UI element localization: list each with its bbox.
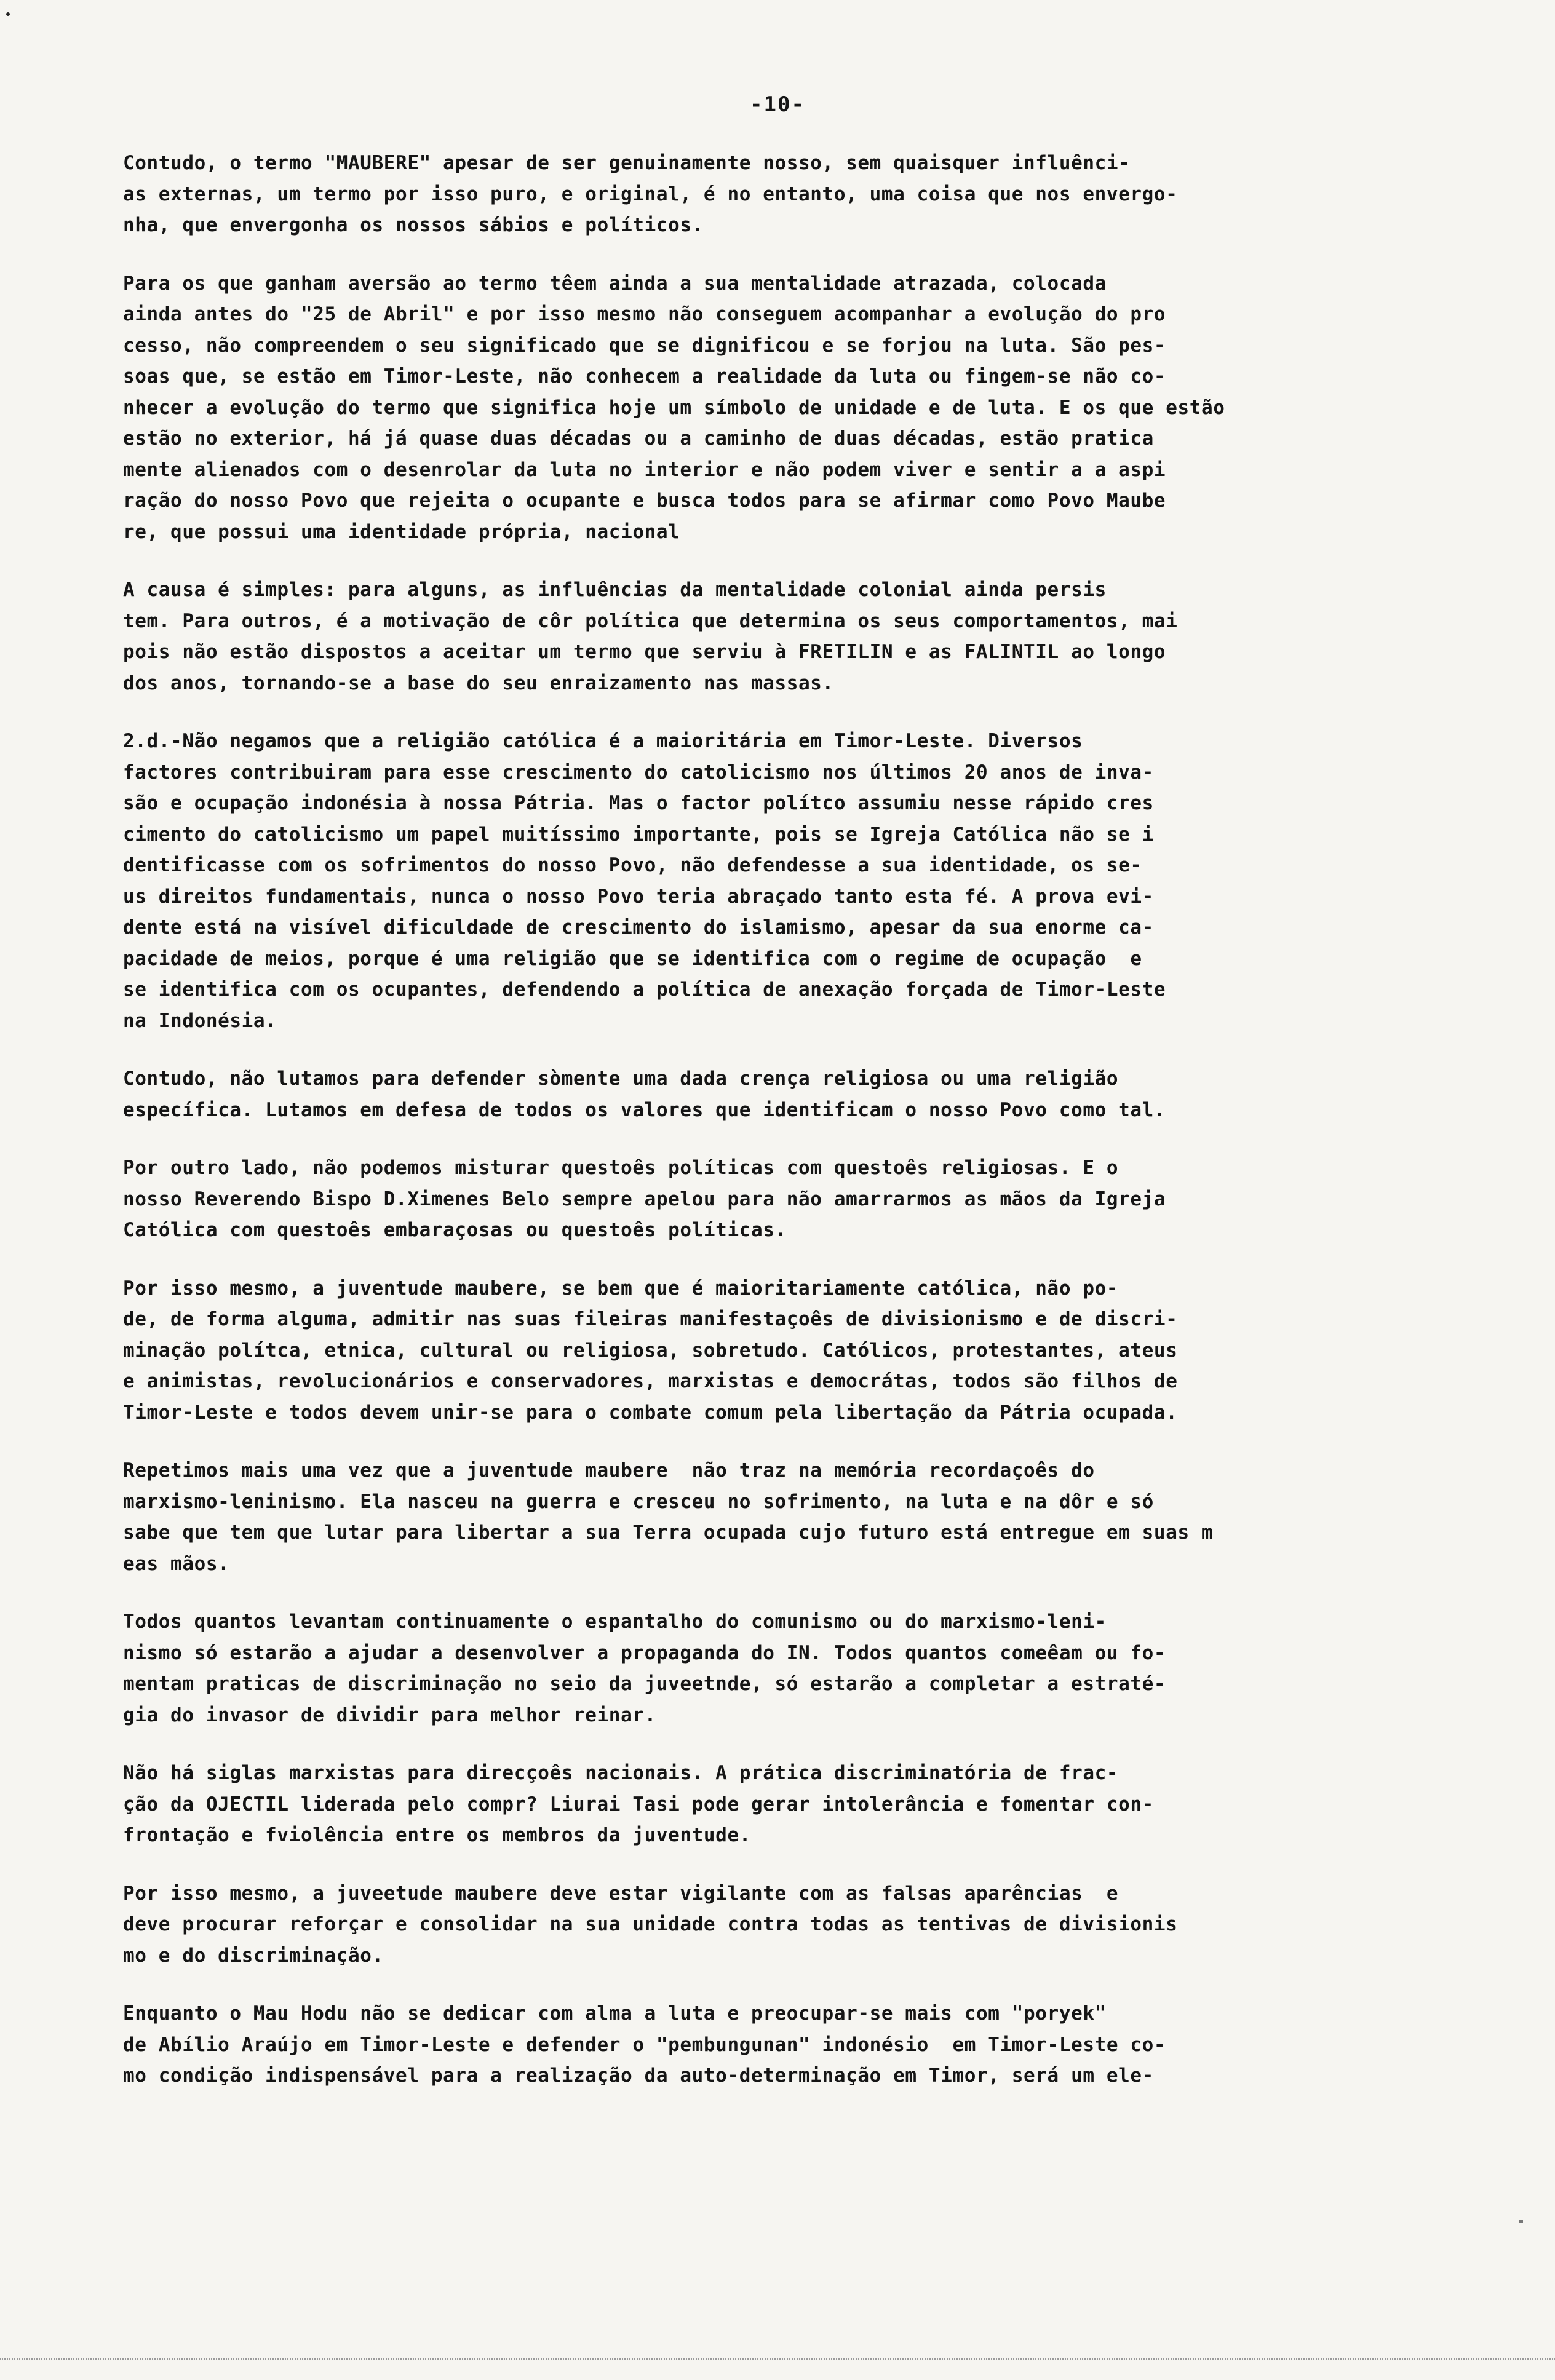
paragraph-5: Contudo, não lutamos para defender sòmente uma dada crença religiosa ou uma religião específica. Lutamos em defesa de todos os valores que identificam o nosso Povo como tal. [123,1068,1166,1121]
margin-mark [1519,2220,1523,2223]
paragraph-3: A causa é simples: para alguns, as influências da mentalidade colonial ainda persis tem. Para outros, é a motivação de côr política que determina os seus comportamentos, mai pois não estão dispostos a aceitar um termo que serviu à FRETILIN e as FALINTIL ao longo dos anos, tornando-se a base do seu enraizamento nas massas. [123,579,1178,694]
paragraph-8: Repetimos mais uma vez que a juventude maubere não traz na memória recordaçoês do marxismo-leninismo. Ela nasceu na guerra e cresceu no sofrimento, na luta e na dôr e só sabe que tem que lutar para libertar a sua Terra ocupada cujo futuro está entregue em suas m eas mãos. [123,1459,1214,1575]
paragraph-9: Todos quantos levantam continuamente o espantalho do comunismo ou do marxismo-leni- nismo só estarão a ajudar a desenvolver a propaganda do IN. Todos quantos comeêam ou fo- mentam praticas de discriminação no seio da juveetnde, só estarão a completar a estraté- gia do invasor de dividir para melhor reinar. [123,1611,1166,1726]
scan-edge-line [0,2358,1555,2362]
scan-speck [6,12,10,16]
paragraph-4: 2.d.-Não negamos que a religião católica é a maioritária em Timor-Leste. Diversos factores contribuiram para esse crescimento do catolicismo nos últimos 20 anos de inva- são e ocupação indonésia à nossa Pátria. Mas o factor polítco assumiu nesse rápido cres cimento do catolicismo um papel muitíssimo importante, pois se Igreja Católica não se i dentificasse com os sofrimentos do nosso Povo, não defendesse a sua identidade, os se- us direitos fundamentais, nunca o nosso Povo teria abraçado tanto esta fé. A prova evi- dente está na visível dificuldade de crescimento do islamismo, apesar da sua enorme ca- pacidade de meios, porque é uma religião que se identifica com o regime de ocupação e se identifica com os ocupantes, defendendo a política de anexação forçada de Timor-Leste na Indonésia. [123,730,1166,1032]
paragraph-7: Por isso mesmo, a juventude maubere, se bem que é maioritariamente católica, não po- de, de forma alguma, admitir nas suas fileiras manifestaçoês de divisionismo e de discri- minação polítca, etnica, cultural ou religiosa, sobretudo. Católicos, protestantes, ateus e animistas, revolucionários e conservadores, marxistas e democrátas, todos são filhos de Timor-Leste e todos devem unir-se para o combate comum pela libertação da Pátria ocupada. [123,1277,1178,1424]
paragraph-12: Enquanto o Mau Hodu não se dedicar com alma a luta e preocupar-se mais com "poryek" de Abílio Araújo em Timor-Leste e defender o "pembungunan" indonésio em Timor-Leste co- mo condição indispensável para a realização da auto-determinação em Timor, será um ele- [123,2002,1166,2087]
paragraph-6: Por outro lado, não podemos misturar questoês políticas com questoês religiosas. E o nosso Reverendo Bispo D.Ximenes Belo sempre apelou para não amarrarmos as mãos da Igreja Católica com questoês embaraçosas ou questoês políticas. [123,1157,1166,1241]
paragraph-11: Por isso mesmo, a juveetude maubere deve estar vigilante com as falsas aparências e deve procurar reforçar e consolidar na sua unidade contra todas as tentivas de divisionis mo e do discriminação. [123,1882,1178,1967]
page-number: -10- [750,92,805,117]
paragraph-2: Para os que ganham aversão ao termo têem ainda a sua mentalidade atrazada, colocada ainda antes do "25 de Abril" e por isso mesmo não conseguem acompanhar a evolução do pro cesso, não compreendem o seu significado que se dignificou e se forjou na luta. São pes- soas que, se estão em Timor-Leste, não conhecem a realidade da luta ou fingem-se não co- nhecer a evolução do termo que significa hoje um símbolo de unidade e de luta. E os que estão estão no exterior, há já quase duas décadas ou a caminho de duas décadas, estão pratica mente alienados com o desenrolar da luta no interior e não podem viver e sentir a a aspi ração do nosso Povo que rejeita o ocupante e busca todos para se afirmar como Povo Maube re, que possui uma identidade própria, nacional [123,272,1225,543]
paragraph-1: Contudo, o termo "MAUBERE" apesar de ser genuinamente nosso, sem quaisquer influênci- as externas, um termo por isso puro, e original, é no entanto, uma coisa que nos envergo- nha, que envergonha os nossos sábios e políticos. [123,152,1178,236]
body-text [123,148,1464,2119]
paragraph-10: Não há siglas marxistas para direcçoês nacionais. A prática discriminatória de frac- ção da OJECTIL liderada pelo compr? Liurai Tasi pode gerar intolerância e fomentar con- frontação e fviolência entre os membros da juventude. [123,1762,1154,1846]
